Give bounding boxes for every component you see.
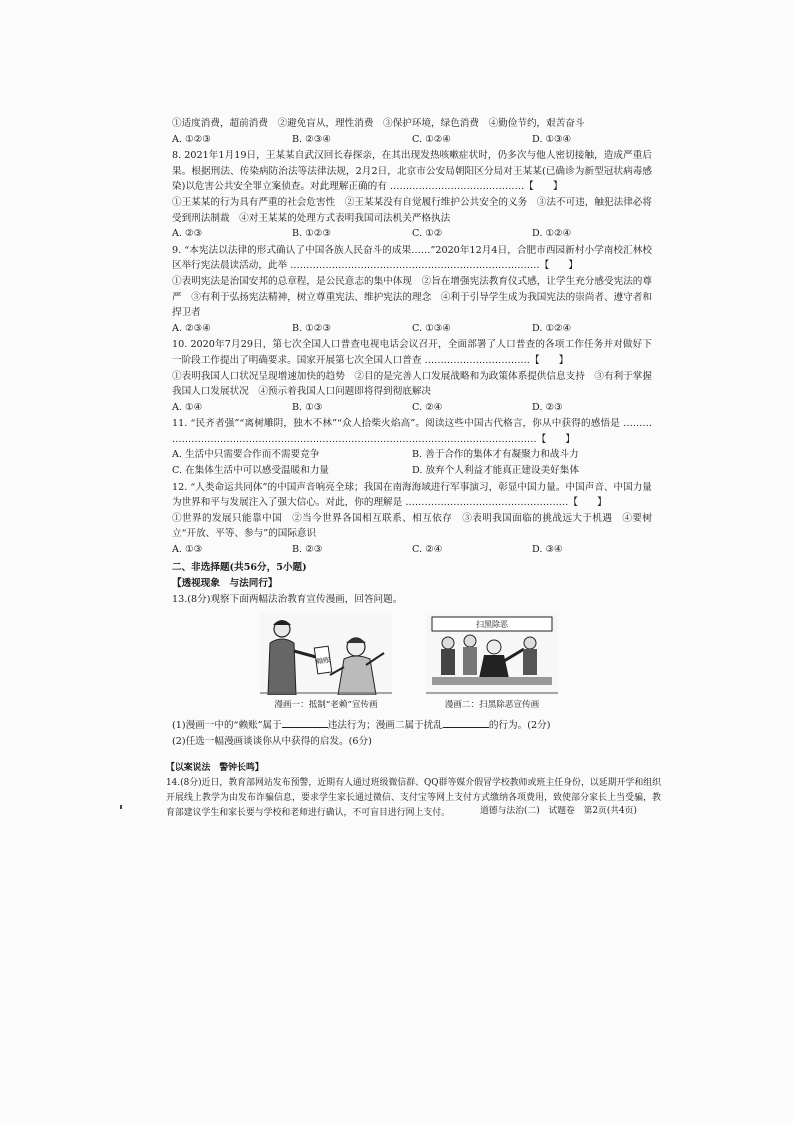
comic-one-sign-text: 赖账 xyxy=(315,656,331,667)
q10-stem: 10. 2020年7月29日，第七次全国人口普查电视电话会议召开，全面部署了人口普查的各项工作任务并对做好下一阶段工作提出了明确要求。国家开展第七次全国人口普查 ……………………………【 】 xyxy=(172,339,652,366)
q12-stem: 12. “人类命运共同体”的中国声音响亮全球；我国在南海海域进行军事演习，彰显中国力量。中国声音、中国力量为世界和平与发展注入了强大信心。对此，你的理解是 ……………………………………………【 】 xyxy=(172,481,652,509)
comic-two-illustration xyxy=(426,613,558,695)
q13-blank-2[interactable] xyxy=(443,718,489,728)
page-footer: 道德与法治(二) 试题卷 第2页(共4页) xyxy=(480,806,637,816)
q12-option-b[interactable]: B. ②③ xyxy=(292,544,323,556)
q12-options xyxy=(172,542,652,558)
comic-one-illustration xyxy=(260,613,392,695)
q7-option-d[interactable]: D. ①③④ xyxy=(532,133,572,145)
comic-two xyxy=(426,613,558,714)
q9-option-b[interactable]: B. ①②③ xyxy=(292,322,331,334)
question-column xyxy=(172,116,652,749)
q9-stem: 9. “本宪法以法律的形式确认了中国各族人民奋斗的成果……”2020年12月4日，合肥市西园新村小学南校汇林校区举行宪法晨读活动，此举 ……………………………………………………………………【 】 xyxy=(172,244,652,272)
scan-mark xyxy=(120,805,122,809)
q12-option-c[interactable]: C. ②④ xyxy=(412,544,443,556)
q9-option-c[interactable]: C. ①③④ xyxy=(412,322,451,334)
q13-blank-1[interactable] xyxy=(282,718,328,728)
q11-option-c[interactable]: C. 在集体生活中可以感受温暖和力量 xyxy=(172,465,330,477)
q12-statements: ①世界的发展只能靠中国 ②当今世界各国相互联系、相互依存 ③表明我国面临的挑战远大于机遇 ④要树立“开放、平等、参与”的国际意识 xyxy=(172,512,652,540)
q10-option-d[interactable]: D. ②③ xyxy=(532,401,563,413)
q13-comics xyxy=(260,613,652,714)
q8-option-d[interactable]: D. ①②④ xyxy=(532,228,572,240)
comic-one xyxy=(260,613,392,714)
q10-options xyxy=(172,400,652,416)
q8-stem: 8. 2021年1月19日，王某某自武汉回长春探亲，在其出现发热咳嗽症状时，仍多次与他人密切接触，造成严重后果。根据刑法、传染病防治法等法律法规，2月2日，北京市公安局朝阳区分局对王某某(已确诊为新型冠状病毒感染)以危害公共安全罪立案侦查。对此理解正确的有 ……………………………………【 】 xyxy=(172,150,652,193)
q7-option-a[interactable]: A. ①②③ xyxy=(172,133,211,145)
q7-option-b[interactable]: B. ②③④ xyxy=(292,133,331,145)
q7-option-c[interactable]: C. ①②④ xyxy=(412,133,451,145)
q8-statements: ①王某某的行为具有严重的社会危害性 ②王某某没有自觉履行维护公共安全的义务 ③法不可违，触犯法律必将受到刑法制裁 ④对王某某的处理方式表明我国司法机关严格执法 xyxy=(172,196,652,224)
q10-statements: ①表明我国人口状况呈现增速加快的趋势 ②目的是完善人口发展战略和为政策体系提供信息支持 ③有利于掌握我国人口发展状况 ④预示着我国人口问题即将得到彻底解决 xyxy=(172,370,652,398)
q8-options xyxy=(172,226,652,242)
q14-stem: 14.(8分)近日，教育部网站发布预警，近期有人通过班级微信群、QQ群等媒介假冒学校教师或班主任身份，以延期开学和组织开展线上教学为由发布诈骗信息，要求学生家长通过微信、支付宝等网上支付方式缴纳各项费用，致使部分家长上当受骗，教育部建议学生和家长要与学校和老师进行确认，不可盲目进行网上支付。 xyxy=(166,778,661,818)
q11-stem: 11. “民齐者强”“离树雕阴，独木不林”“众人拾柴火焰高”。阅读这些中国古代格言，你从中获得的感悟是 ……… ……………………………………………………………………………………………………【 】 xyxy=(172,418,652,445)
part-two-title: 二、非选择题(共56分，5小题) xyxy=(172,561,307,573)
q11-options-row1 xyxy=(172,447,652,463)
q8-option-c[interactable]: C. ①② xyxy=(412,228,443,240)
q11-option-b[interactable]: B. 善于合作的集体才有凝聚力和战斗力 xyxy=(412,449,579,461)
q13-sub1-text-c: 的行为。(2分) xyxy=(488,720,551,731)
comic-two-caption: 漫画二：扫黑除恶宣传画 xyxy=(444,700,540,711)
q13-sub-question-2: (2)任选一幅漫画谈谈你从中获得的启发。(6分) xyxy=(172,735,372,747)
q10-option-c[interactable]: C. ②④ xyxy=(412,401,443,413)
section-box-title-2: 【以案说法 警钟长鸣】 xyxy=(166,763,264,773)
q7-statements: ①适度消费，超前消费 ②避免盲从，理性消费 ③保护环境，绿色消费 ④勤俭节约，艰苦奋斗 xyxy=(172,118,585,129)
q13-sub-question-1 xyxy=(172,718,652,734)
q9-options xyxy=(172,321,652,337)
q11-option-d[interactable]: D. 放弃个人利益才能真正建设美好集体 xyxy=(412,465,579,477)
q9-option-a[interactable]: A. ②③④ xyxy=(172,322,211,334)
q11-option-a[interactable]: A. 生活中只需要合作而不需要竞争 xyxy=(172,449,320,461)
q10-option-a[interactable]: A. ①④ xyxy=(172,401,203,413)
q13-stem: 13.(8分)观察下面两幅法治教育宣传漫画，回答问题。 xyxy=(172,593,403,605)
q8-option-b[interactable]: B. ①②③ xyxy=(292,228,331,240)
q8-option-a[interactable]: A. ②③ xyxy=(172,228,203,240)
comic-one-caption: 漫画一：抵制“老赖”宣传画 xyxy=(274,700,378,711)
q12-option-d[interactable]: D. ③④ xyxy=(532,544,563,556)
q9-statements: ①表明宪法是治国安邦的总章程，是公民意志的集中体现 ②旨在增强宪法教育仪式感，让学生充分感受宪法的尊严 ③有利于弘扬宪法精神，树立尊重宪法、维护宪法的理念 ④利于引导学生成为我国宪法的崇尚者、遵守者和捍卫者 xyxy=(172,275,652,319)
q12-option-a[interactable]: A. ①③ xyxy=(172,544,203,556)
q13-sub1-text-a: (1)漫画一中的“赖账”属于 xyxy=(172,720,282,731)
q13-sub1-text-b: 违法行为；漫画二属于扰乱 xyxy=(327,720,443,731)
q9-option-d[interactable]: D. ①②④ xyxy=(532,322,572,334)
section-box-title-1: 【透视现象 与法同行】 xyxy=(172,578,278,590)
q10-option-b[interactable]: B. ①③ xyxy=(292,401,323,413)
comic-two-banner-text: 扫黑除恶 xyxy=(476,620,508,630)
q11-options-row2 xyxy=(172,463,652,479)
q7-options xyxy=(172,132,652,148)
